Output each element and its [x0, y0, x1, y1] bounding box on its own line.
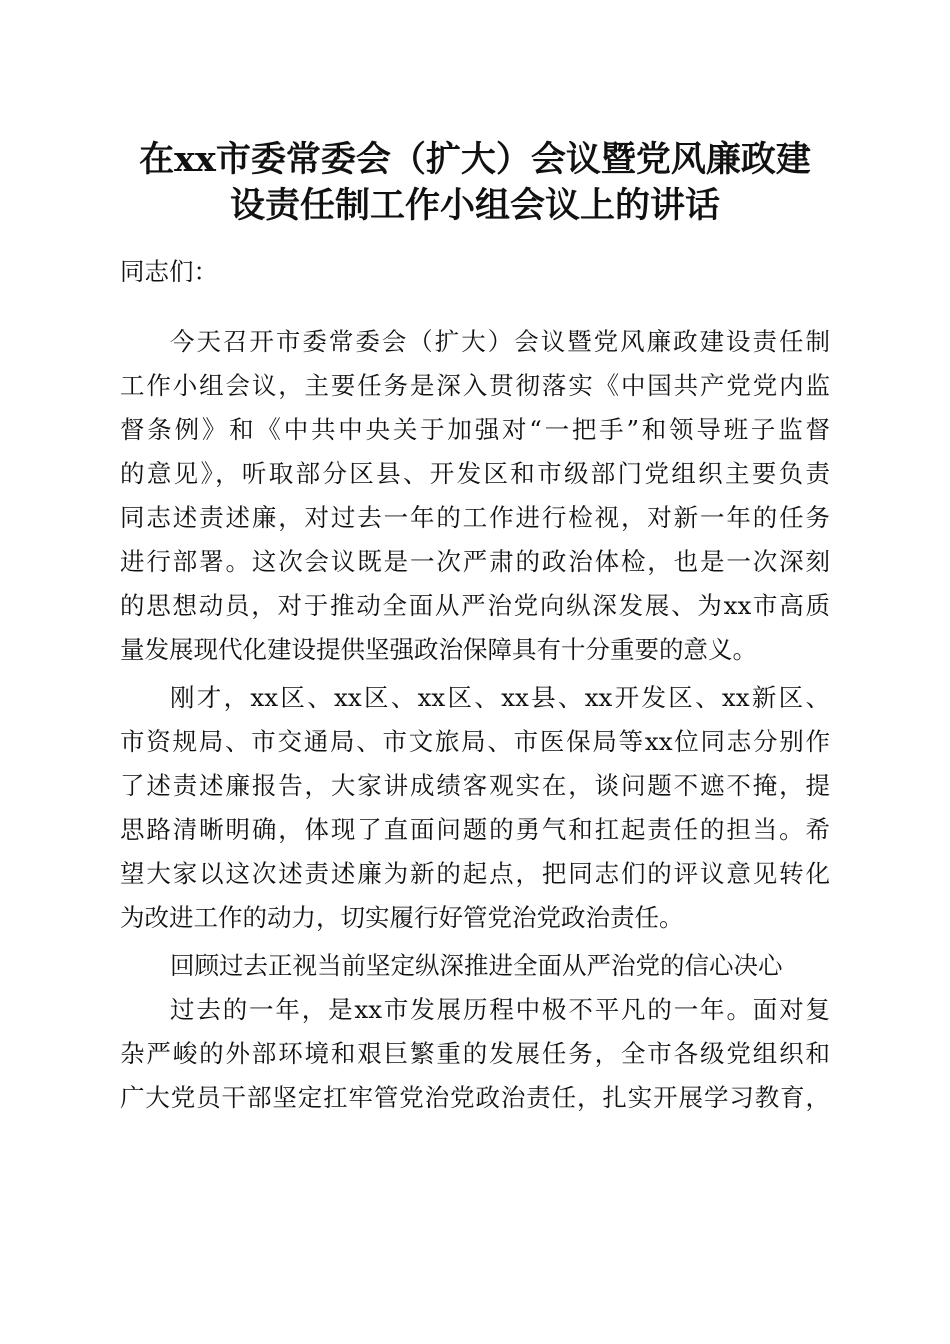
paragraph-2-line-6: 为改进工作的动力，切实履行好管党治党政治责任。: [120, 903, 684, 932]
paragraph-3-line-1: 过去的一年，是xx市发展历程中极不平凡的一年。面对复: [170, 995, 830, 1024]
paragraph-2-line-4: 思路清晰明确，体现了直面问题的勇气和扛起责任的担当。希: [120, 815, 830, 844]
paragraph-1-line-2: 工作小组会议，主要任务是深入贯彻落实《中国共产党党内监: [120, 371, 830, 400]
paragraph-1-line-4: 的意见》，听取部分区县、开发区和市级部门党组织主要负责: [120, 459, 830, 488]
salutation: 同志们：: [120, 257, 218, 286]
paragraph-1-line-6: 进行部署。这次会议既是一次严肃的政治体检，也是一次深刻: [120, 547, 830, 576]
paragraph-2-line-1: 刚才，xx区、xx区、xx区、xx县、xx开发区、xx新区、: [170, 683, 830, 712]
paragraph-1-line-3: 督条例》和《中共中央关于加强对“一把手”和领导班子监督: [120, 415, 830, 444]
paragraph-1-line-7: 的思想动员，对于推动全面从严治党向纵深发展、为xx市高质: [120, 591, 830, 620]
paragraph-1-line-8: 量发展现代化建设提供坚强政治保障具有十分重要的意义。: [120, 635, 757, 664]
paragraph-1-line-5: 同志述责述廉，对过去一年的工作进行检视，对新一年的任务: [120, 503, 830, 532]
paragraph-3-line-2: 杂严峻的外部环境和艰巨繁重的发展任务，全市各级党组织和: [120, 1039, 830, 1068]
document-title-line-2: 设责任制工作小组会议上的讲话: [229, 185, 720, 226]
paragraph-2-line-2: 市资规局、市交通局、市文旅局、市医保局等xx位同志分别作: [120, 727, 830, 756]
paragraph-2-line-5: 望大家以这次述责述廉为新的起点，把同志们的评议意见转化: [120, 859, 830, 888]
paragraph-3-line-3: 广大党员干部坚定扛牢管党治党政治责任，扎实开展学习教育，: [120, 1083, 830, 1112]
document-title-line-1: 在xx市委常委会（扩大）会议暨党风廉政建: [139, 139, 811, 180]
section-heading: 回顾过去正视当前坚定纵深推进全面从严治党的信心决心: [170, 951, 783, 980]
paragraph-2-line-3: 了述责述廉报告，大家讲成绩客观实在，谈问题不遮不掩，提: [120, 771, 830, 800]
paragraph-1-line-1: 今天召开市委常委会（扩大）会议暨党风廉政建设责任制: [170, 327, 830, 356]
